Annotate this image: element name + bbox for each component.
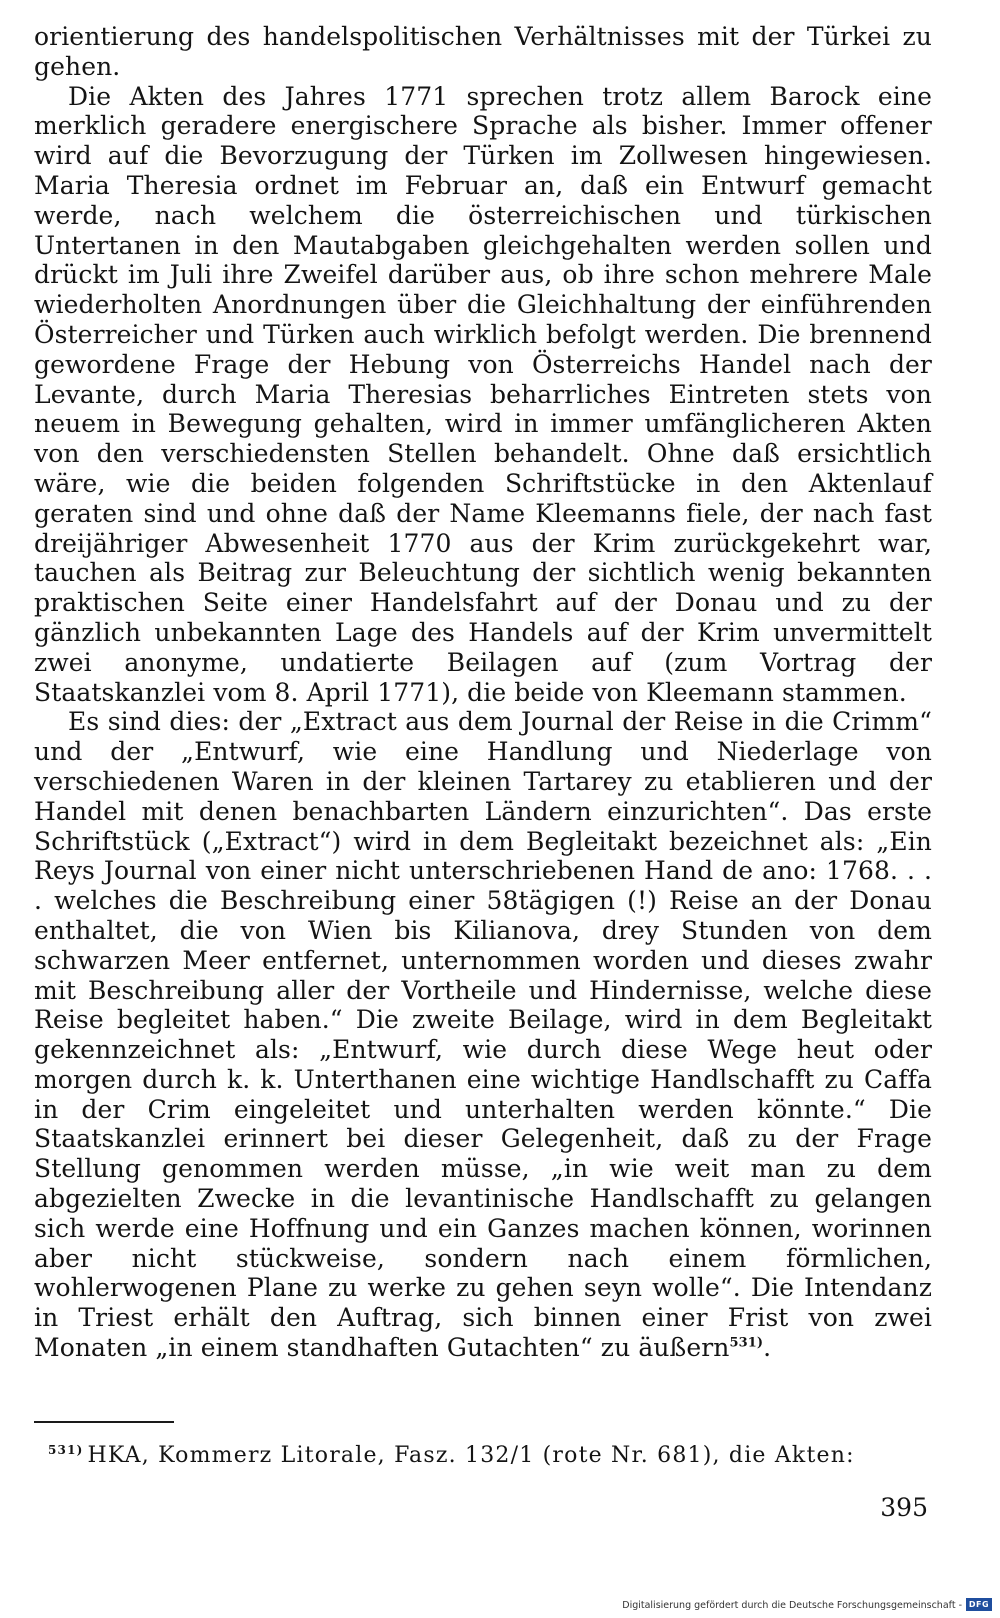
digitization-note: Digitalisierung gefördert durch die Deutsche Forschungsgemeinschaft -	[622, 1600, 962, 1611]
main-text	[34, 22, 932, 1363]
footnote	[34, 1442, 932, 1470]
footnote-reference[interactable]: 531)	[729, 1335, 764, 1351]
paragraph-extract-entwurf: Es sind dies: der „Extract aus dem Journal der Reise in die Crimm“ und der „Entwurf, wie eine Handlung und Niederlage von verschiedenen Waren in der kleinen Tartarey zu etablieren und der Handel mit denen benachbarten Ländern einzurichten“. Das erste Schriftstück („Extract“) wird in dem Begleitakt bezeichnet als: „Ein Reys Journal von einer nicht unterschriebenen Hand de ano: 1768. . . . welches die Beschreibung einer 58tägigen (!) Reise an der Donau enthaltet, die von Wien bis Kilianova, drey Stunden von dem schwarzen Meer entfernet, unternommen worden und dieses zwahr mit Beschreibung aller der Vortheile und Hindernisse, welche diese Reise begleitet haben.“ Die zweite Beilage, wird in dem Begleitakt gekennzeichnet als: „Entwurf, wie durch diese Wege heut oder morgen durch k. k. Unterthanen eine wichtige Handlschafft zu Caffa in der Crim eingeleitet und unterhalten werden könnte.“ Die Staatskanzlei erinnert bei dieser Gelegenheit, daß zu der Frage Stellung genommen werden müsse, „in wie weit man zu dem abgezielten Zwecke in die levantinische Handlschafft zu gelangen sich werde eine Hoffnung und ein Ganzes machen können, worinnen aber nicht stückweise, sondern nach einem förmlichen, wohlerwogenen Plane zu werke zu gehen seyn wolle“. Die Intendanz in Triest erhält den Auftrag, sich binnen einer Frist von zwei Monaten „in einem standhaften Gutachten“ zu äußern$^{531)}$.	[34, 707, 932, 1363]
paragraph-extract-entwurf-text: Es sind dies: der „Extract aus dem Journal der Reise in die Crimm“ und der „Entwurf, wie eine Handlung und Niederlage von verschiedenen Waren in der kleinen Tartarey zu etablieren und der Handel mit denen benachbarten Ländern einzurichten“. Das erste Schriftstück („Extract“) wird in dem Begleitakt bezeichnet als: „Ein Reys Journal von einer nicht unterschriebenen Hand de ano: 1768. . . . welches die Beschreibung einer 58tägigen (!) Reise an der Donau enthaltet, die von Wien bis Kilianova, drey Stunden von dem schwarzen Meer entfernet, unternommen worden und dieses zwahr mit Beschreibung aller der Vortheile und Hindernisse, welche diese Reise begleitet haben.“ Die zweite Beilage, wird in dem Begleitakt gekennzeichnet als: „Entwurf, wie durch diese Wege heut oder morgen durch k. k. Unterthanen eine wichtige Handlschafft zu Caffa in der Crim eingeleitet und unterhalten werden könnte.“ Die Staatskanzlei erinnert bei dieser Gelegenheit, daß zu der Frage Stellung genommen werden müsse, „in wie weit man zu dem abgezielten Zwecke in die levantinische Handlschafft zu gelangen sich werde eine Hoffnung und ein Ganzes machen können, worinnen aber nicht stückweise, sondern nach einem förmlichen, wohlerwogenen Plane zu werke zu gehen seyn wolle“. Die Intendanz in Triest erhält den Auftrag, sich binnen einer Frist von zwei Monaten „in einem standhaften Gutachten“ zu äußern	[34, 707, 932, 1363]
footnote-marker: 531)	[48, 1442, 84, 1457]
footnote-text: HKA, Kommerz Litorale, Fasz. 132/1 (rote Nr. 681), die Akten:	[87, 1443, 855, 1468]
footnote-divider	[34, 1421, 174, 1423]
dfg-logo: DFG	[966, 1598, 992, 1611]
page-number: 395	[880, 1493, 928, 1522]
paragraph-continuation: orientierung des handelspolitischen Verhältnisses mit der Türkei zu gehen.	[34, 22, 932, 81]
paragraph-akten-1771: Die Akten des Jahres 1771 sprechen trotz allem Barock eine merklich geradere energischere Sprache als bisher. Immer offener wird auf die Bevorzugung der Türken im Zollwesen hingewiesen. Maria Theresia ordnet im Februar an, daß ein Entwurf gemacht werde, nach welchem die österreichischen und türkischen Untertanen in den Mautabgaben gleichgehalten werden sollen und drückt im Juli ihre Zweifel darüber aus, ob ihre schon mehrere Male wiederholten Anordnungen über die Gleichhaltung der einführenden Österreicher und Türken auch wirklich befolgt werden. Die brennend gewordene Frage der Hebung von Österreichs Handel nach der Levante, durch Maria Theresias beharrliches Eintreten stets von neuem in Bewegung gehalten, wird in immer umfänglicheren Akten von den verschiedensten Stellen behandelt. Ohne daß ersichtlich wäre, wie die beiden folgenden Schriftstücke in den Aktenlauf geraten sind und ohne daß der Name Kleemanns fiele, der nach fast dreijähriger Abwesenheit 1770 aus der Krim zurückgekehrt war, tauchen als Beitrag zur Beleuchtung der sichtlich wenig bekannten praktischen Seite einer Handelsfahrt auf der Donau und zu der gänzlich unbekannten Lage des Handels auf der Krim unvermittelt zwei anonyme, undatierte Beilagen auf (zum Vortrag der Staatskanzlei vom 8. April 1771), die beide von Kleemann stammen.	[34, 81, 932, 707]
